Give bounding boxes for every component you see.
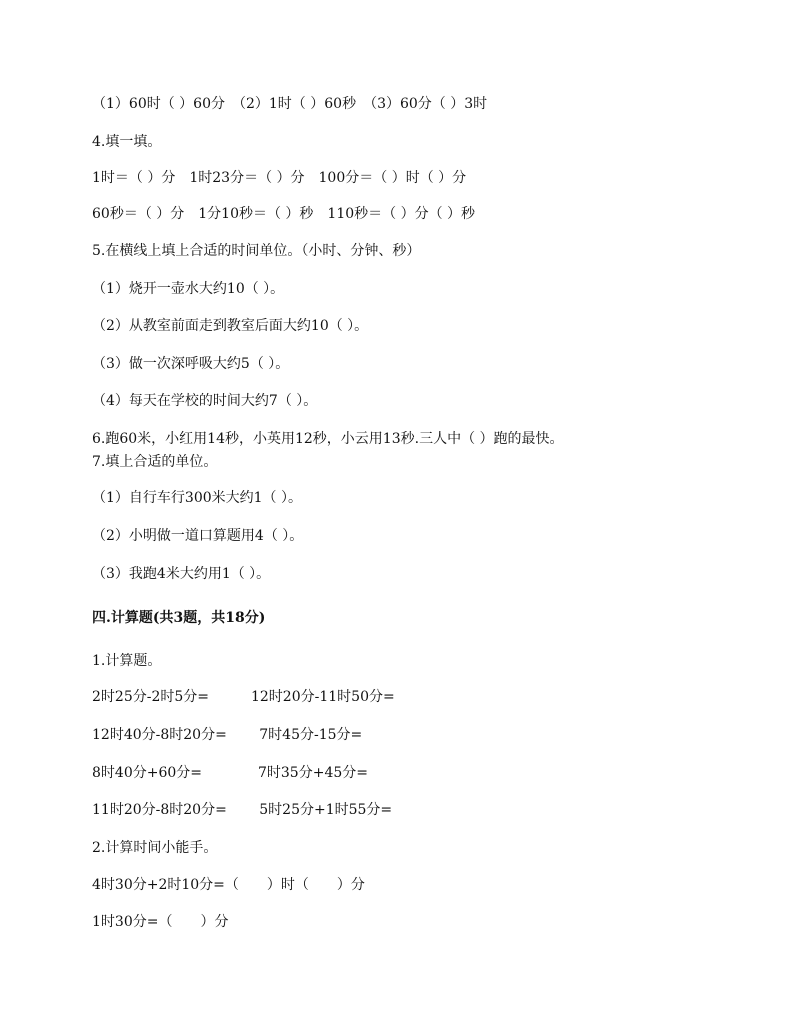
question-5-item-3: （3）做一次深呼吸大约5（ ）。 (92, 356, 290, 372)
calc-question-2-title: 2.计算时间小能手。 (92, 840, 218, 856)
question-7-item-3: （3）我跑4米大约用1（ ）。 (92, 566, 271, 582)
question-5-item-4: （4）每天在学校的时间大约7（ ）。 (92, 393, 318, 409)
calc-question-2-row-2: 1时30分=（ ）分 (92, 914, 229, 930)
question-7-title: 7.填上合适的单位。 (92, 454, 218, 470)
question-5-item-1: （1）烧开一壶水大约10（ ）。 (92, 281, 285, 297)
calc-row-3: 8时40分+60分= 7时35分+45分= (92, 765, 368, 781)
question-7-item-2: （2）小明做一道口算题用4（ ）。 (92, 528, 304, 544)
question-5-title: 5.在横线上填上合适的时间单位。（小时、分钟、秒） (92, 243, 421, 259)
calc-question-2-row-1: 4时30分+2时10分=（ ）时（ ）分 (92, 877, 365, 893)
question-6: 6.跑60米，小红用14秒，小英用12秒，小云用13秒.三人中（ ）跑的最快。 (92, 431, 564, 447)
calc-question-1-title: 1.计算题。 (92, 653, 162, 669)
calc-row-2: 12时40分-8时20分= 7时45分-15分= (92, 727, 363, 743)
question-4-row-1: 1时＝（ ）分 1时23分＝（ ）分 100分＝（ ）时（ ）分 (92, 170, 467, 186)
question-7-item-1: （1）自行车行300米大约1（ ）。 (92, 490, 302, 506)
section-4-heading: 四.计算题(共3题，共18分) (92, 610, 266, 626)
calc-row-4: 11时20分-8时20分= 5时25分+1时55分= (92, 802, 393, 818)
question-part-3-items: （1）60时（ ）60分 （2）1时（ ）60秒 （3）60分（ ）3时 (92, 96, 488, 112)
question-5-item-2: （2）从教室前面走到教室后面大约10（ ）。 (92, 318, 369, 334)
calc-row-1: 2时25分-2时5分= 12时20分-11时50分= (92, 689, 395, 705)
question-4-title: 4.填一填。 (92, 134, 162, 150)
question-4-row-2: 60秒＝（ ）分 1分10秒＝（ ）秒 110秒＝（ ）分（ ）秒 (92, 206, 476, 222)
